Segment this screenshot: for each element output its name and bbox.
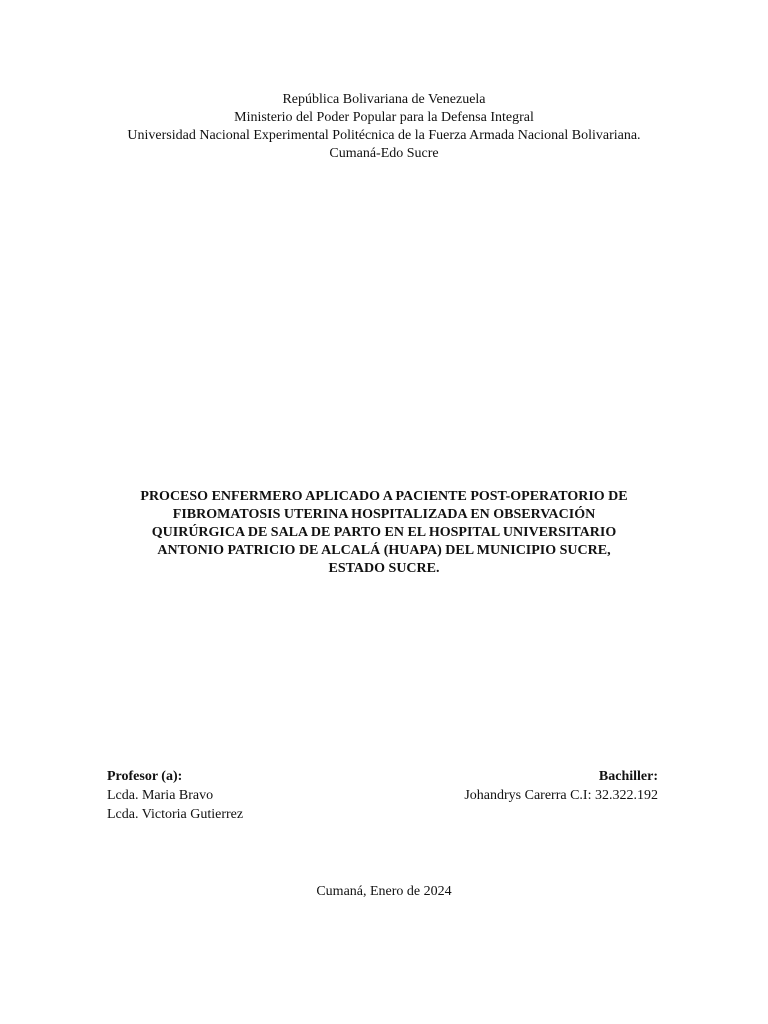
- bachiller-block: [464, 767, 658, 805]
- title-line: ANTONIO PATRICIO DE ALCALÁ (HUAPA) DEL MUNICIPIO SUCRE,: [157, 543, 611, 558]
- title-line: FIBROMATOSIS UTERINA HOSPITALIZADA EN OBSERVACIÓN: [172, 507, 596, 522]
- header-ministry: Ministerio del Poder Popular para la Defensa Integral: [234, 110, 534, 125]
- profesor-label: Profesor (a):: [107, 769, 183, 784]
- institution-header: [0, 91, 768, 163]
- document-title: [104, 488, 664, 578]
- header-country: República Bolivariana de Venezuela: [282, 92, 486, 107]
- bachiller-name: Johandrys Carerra C.I: 32.322.192: [464, 788, 658, 803]
- profesor-name: Lcda. Victoria Gutierrez: [107, 807, 244, 822]
- title-line: ESTADO SUCRE.: [328, 561, 440, 576]
- profesor-name: Lcda. Maria Bravo: [107, 788, 214, 803]
- bachiller-label: Bachiller:: [598, 769, 658, 784]
- title-line: QUIRÚRGICA DE SALA DE PARTO EN EL HOSPITAL UNIVERSITARIO: [151, 525, 617, 540]
- header-location: Cumaná-Edo Sucre: [329, 146, 439, 161]
- place-date: Cumaná, Enero de 2024: [316, 884, 452, 899]
- header-university: Universidad Nacional Experimental Politécnica de la Fuerza Armada Nacional Bolivariana.: [127, 128, 641, 143]
- title-line: PROCESO ENFERMERO APLICADO A PACIENTE POST-OPERATORIO DE: [140, 489, 628, 504]
- profesor-block: [107, 767, 243, 824]
